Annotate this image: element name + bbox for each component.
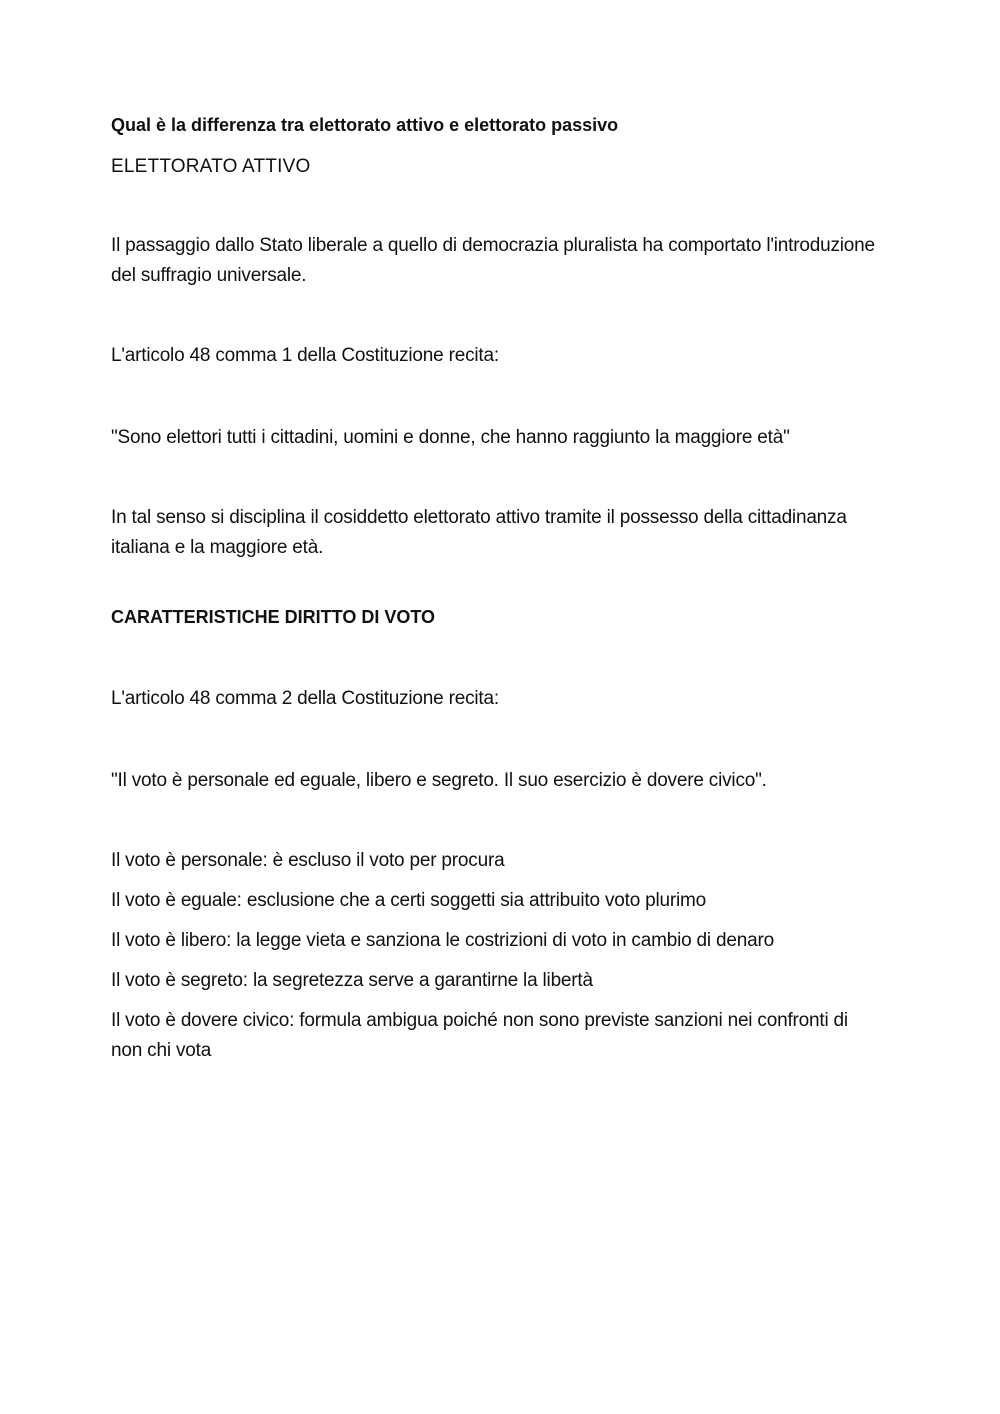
paragraph-elettorato-attivo: In tal senso si disciplina il cosiddetto elettorato attivo tramite il possesso della cittadinanza italiana e la maggiore età. bbox=[111, 507, 847, 558]
quote-article-48-comma-1: "Sono elettori tutti i cittadini, uomini e donne, che hanno raggiunto la maggiore età" bbox=[111, 427, 790, 448]
list-item: Il voto è segreto: la segretezza serve a garantirne la libertà bbox=[111, 970, 593, 991]
list-item: Il voto è libero: la legge vieta e sanziona le costrizioni di voto in cambio di denaro bbox=[111, 930, 774, 951]
list-item: Il voto è dovere civico: formula ambigua poiché non sono previste sanzioni nei confronti di non chi vota bbox=[111, 1010, 848, 1061]
document-subtitle: ELETTORATO ATTIVO bbox=[111, 156, 311, 177]
quote-article-48-comma-2: "Il voto è personale ed eguale, libero e segreto. Il suo esercizio è dovere civico". bbox=[111, 770, 767, 791]
document-body bbox=[111, 113, 881, 1066]
list-item: Il voto è eguale: esclusione che a certi soggetti sia attribuito voto plurimo bbox=[111, 890, 707, 911]
paragraph-intro: Il passaggio dallo Stato liberale a quello di democrazia pluralista ha comportato l'introduzione del suffragio universale. bbox=[111, 235, 875, 286]
list-item: Il voto è personale: è escluso il voto per procura bbox=[111, 850, 505, 871]
vote-characteristics-list bbox=[111, 846, 881, 1066]
section-heading: CARATTERISTICHE DIRITTO DI VOTO bbox=[111, 607, 436, 627]
paragraph-article-48-comma-2: L'articolo 48 comma 2 della Costituzione recita: bbox=[111, 688, 499, 709]
document-title: Qual è la differenza tra elettorato attivo e elettorato passivo bbox=[111, 115, 619, 135]
paragraph-article-48-comma-1: L'articolo 48 comma 1 della Costituzione recita: bbox=[111, 345, 499, 366]
